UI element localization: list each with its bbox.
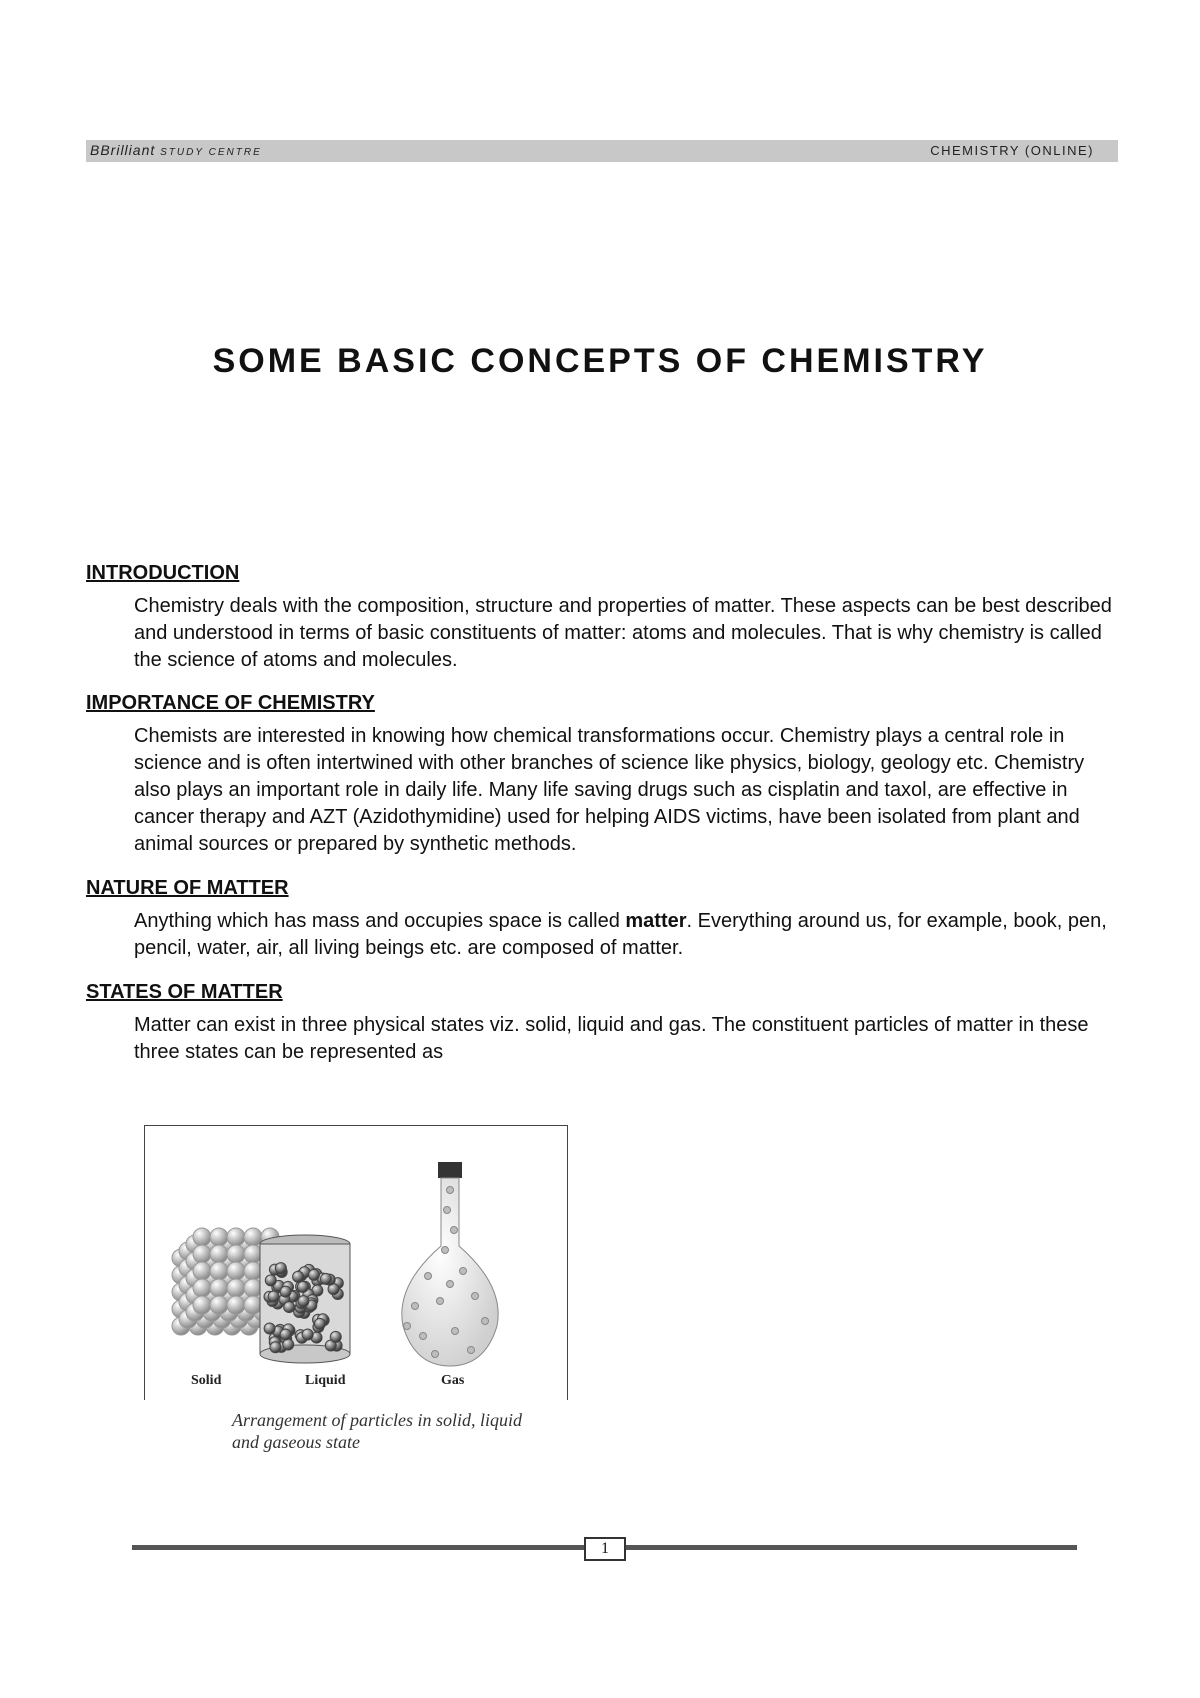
particle [227,1296,245,1314]
particle [298,1296,309,1307]
particle [444,1207,451,1214]
particle [244,1228,262,1246]
figure-caption [232,1409,522,1453]
particle [468,1347,475,1354]
states-of-matter-figure [144,1125,568,1400]
particle [330,1331,341,1342]
particle [210,1296,228,1314]
particle [227,1279,245,1297]
particle [425,1273,432,1280]
particle [420,1333,427,1340]
particle [404,1323,411,1330]
header-subject: CHEMISTRY (ONLINE) [930,143,1094,158]
particle [244,1296,262,1314]
particle [302,1329,313,1340]
body-text-after: . Everything around us, for example, book, pen, pencil, water, air, all living beings etc. are composed of matter. [134,910,1107,959]
particle [268,1291,279,1302]
brand-sub: STUDY CENTRE [160,147,262,158]
particle [265,1275,276,1286]
particle [432,1351,439,1358]
section-heading: STATES OF MATTER [86,981,283,1003]
particle [210,1228,228,1246]
solid-label: Solid [191,1373,222,1388]
particle [293,1271,304,1282]
section-states-of-matter [86,981,1126,1066]
particle [210,1245,228,1263]
page-title: SOME BASIC CONCEPTS OF CHEMISTRY [212,342,988,380]
particle [193,1245,211,1263]
section-body: Chemists are interested in knowing how chemical transformations occur. Chemistry plays a central role in science and is often intertwined with other branches of science like physics, biology, geology etc. Chemistry also plays an important role in daily life. Many life saving drugs such as cisplatin and taxol, are effective in cancer therapy and AZT (Azidothymidine) used for helping AIDS victims, have been isolated from plant and animal sources or prepared by synthetic methods. [134,725,1085,855]
particle [280,1286,291,1297]
gas-label: Gas [441,1373,465,1388]
section-introduction [86,562,1126,674]
section-body [134,908,1126,962]
particle [437,1298,444,1305]
running-header [86,140,1118,162]
particle [320,1273,331,1284]
liquid-beaker [260,1235,350,1363]
particle [314,1318,325,1329]
particle [412,1303,419,1310]
brand-name: BBrilliant [90,142,156,158]
particle [280,1329,291,1340]
section-heading: INTRODUCTION [86,562,240,584]
header-brand [90,142,262,158]
section-nature-of-matter [86,877,1126,962]
particle [442,1247,449,1254]
particle [227,1245,245,1263]
particle [210,1262,228,1280]
particle [264,1323,275,1334]
particle [193,1228,211,1246]
states-illustration [145,1126,567,1400]
page-number: 1 [584,1537,626,1561]
particle [270,1342,281,1353]
particle [283,1339,294,1350]
particle [210,1279,228,1297]
term-matter: matter [625,910,687,932]
particle [447,1187,454,1194]
particle [447,1281,454,1288]
section-importance [86,692,1126,858]
section-heading: NATURE OF MATTER [86,877,289,899]
particle [460,1268,467,1275]
liquid-label: Liquid [305,1373,346,1388]
particle [452,1328,459,1335]
particle [284,1302,295,1313]
caption-line-2: and gaseous state [232,1432,360,1452]
section-heading: IMPORTANCE OF CHEMISTRY [86,692,375,714]
particle [244,1245,262,1263]
particle [227,1262,245,1280]
particle [308,1269,319,1280]
particle [244,1279,262,1297]
particle [482,1318,489,1325]
section-body: Matter can exist in three physical states viz. solid, liquid and gas. The constituent particles of matter in these three states can be represented as [134,1014,1089,1063]
gas-flask [402,1162,498,1366]
body-text-before: Anything which has mass and occupies space is called [134,910,626,932]
particle [227,1228,245,1246]
particle [472,1293,479,1300]
section-body: Chemistry deals with the composition, structure and properties of matter. These aspects can be best described and understood in terms of basic constituents of matter: atoms and molecules. That is why chemistry is called the science of atoms and molecules. [134,595,1112,671]
particle [193,1296,211,1314]
particle [193,1279,211,1297]
caption-line-1: Arrangement of particles in solid, liquid [232,1410,522,1430]
particle [451,1227,458,1234]
particle [275,1263,286,1274]
particle [193,1262,211,1280]
particle [244,1262,262,1280]
particle [297,1281,308,1292]
